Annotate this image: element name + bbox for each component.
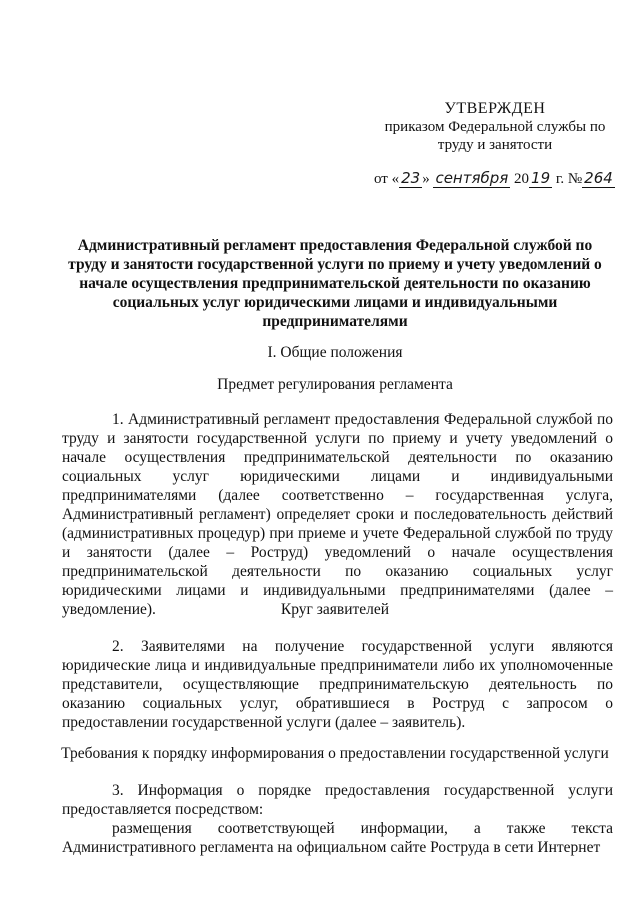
date-month: сентября: [435, 169, 509, 187]
date-day: 23: [401, 169, 421, 187]
approval-line-2: труду и занятости: [437, 137, 553, 153]
paragraph-3-text: 3. Информация о порядке предоставления государственной услуги предоставляется посредством:: [62, 782, 613, 818]
applicants-heading: Круг заявителей: [280, 601, 390, 618]
paragraph-4-text: размещения соответствующей информации, а также текста Административного регламента на официальном сайте Роструда в сети Интернет: [62, 820, 613, 856]
order-number: 264: [584, 169, 613, 187]
document-heading: Административный регламент предоставления Федеральной службой по труду и занятости государственной услуги по приему и учету уведомлений о начале осуществления предпринимательской деятельности по оказанию социальных услуг юридическими лицами и индивидуальными предпринимателями: [68, 237, 602, 330]
approval-title: УТВЕРЖДЕН: [444, 100, 546, 117]
approval-line-1: приказом Федеральной службы по: [384, 119, 606, 135]
section-title: I. Общие положения: [267, 344, 403, 361]
date-prefix: от «: [374, 171, 400, 187]
approval-block: [370, 100, 620, 154]
approval-date-line: [374, 166, 620, 191]
date-number-label: г. №: [555, 171, 583, 187]
paragraph-4: [62, 819, 613, 857]
subject-heading: Предмет регулирования регламента: [217, 376, 453, 393]
paragraph-3: [62, 781, 613, 819]
paragraph-2: [62, 637, 613, 732]
date-year-suffix: 19: [531, 169, 551, 187]
paragraph-1-text: 1. Административный регламент предоставления Федеральной службой по труду и занятости государственной услуги по приему и учету уведомлений о начале осуществления предпринимательской деятельности по оказанию социальных услуг юридическими лицами и индивидуальными предпринимателями (далее соответственно – государственная услуга, Административный регламент) определяет сроки и последовательность действий (административных процедур) при приеме и учете Федеральной службой по труду и занятости (далее – Роструд) уведомлений о начале осуществления предпринимательской деятельности по оказанию социальных услуг юридическими лицами и индивидуальными предпринимателями (далее – уведомление).: [62, 411, 613, 618]
date-mid: »: [422, 171, 430, 187]
date-year-prefix: 20: [514, 171, 530, 187]
paragraph-2-text: 2. Заявителями на получение государственной услуги являются юридические лица и индивидуальные предприниматели либо их уполномоченные представители, осуществляющие предпринимательскую деятельность по оказанию социальных услуг, обратившиеся в Роструд с запросом о предоставлении государственной услуги (далее – заявитель).: [62, 638, 613, 731]
info-heading: Требования к порядку информирования о предоставлении государственной услуги: [61, 745, 609, 762]
paragraph-1: [62, 410, 613, 619]
